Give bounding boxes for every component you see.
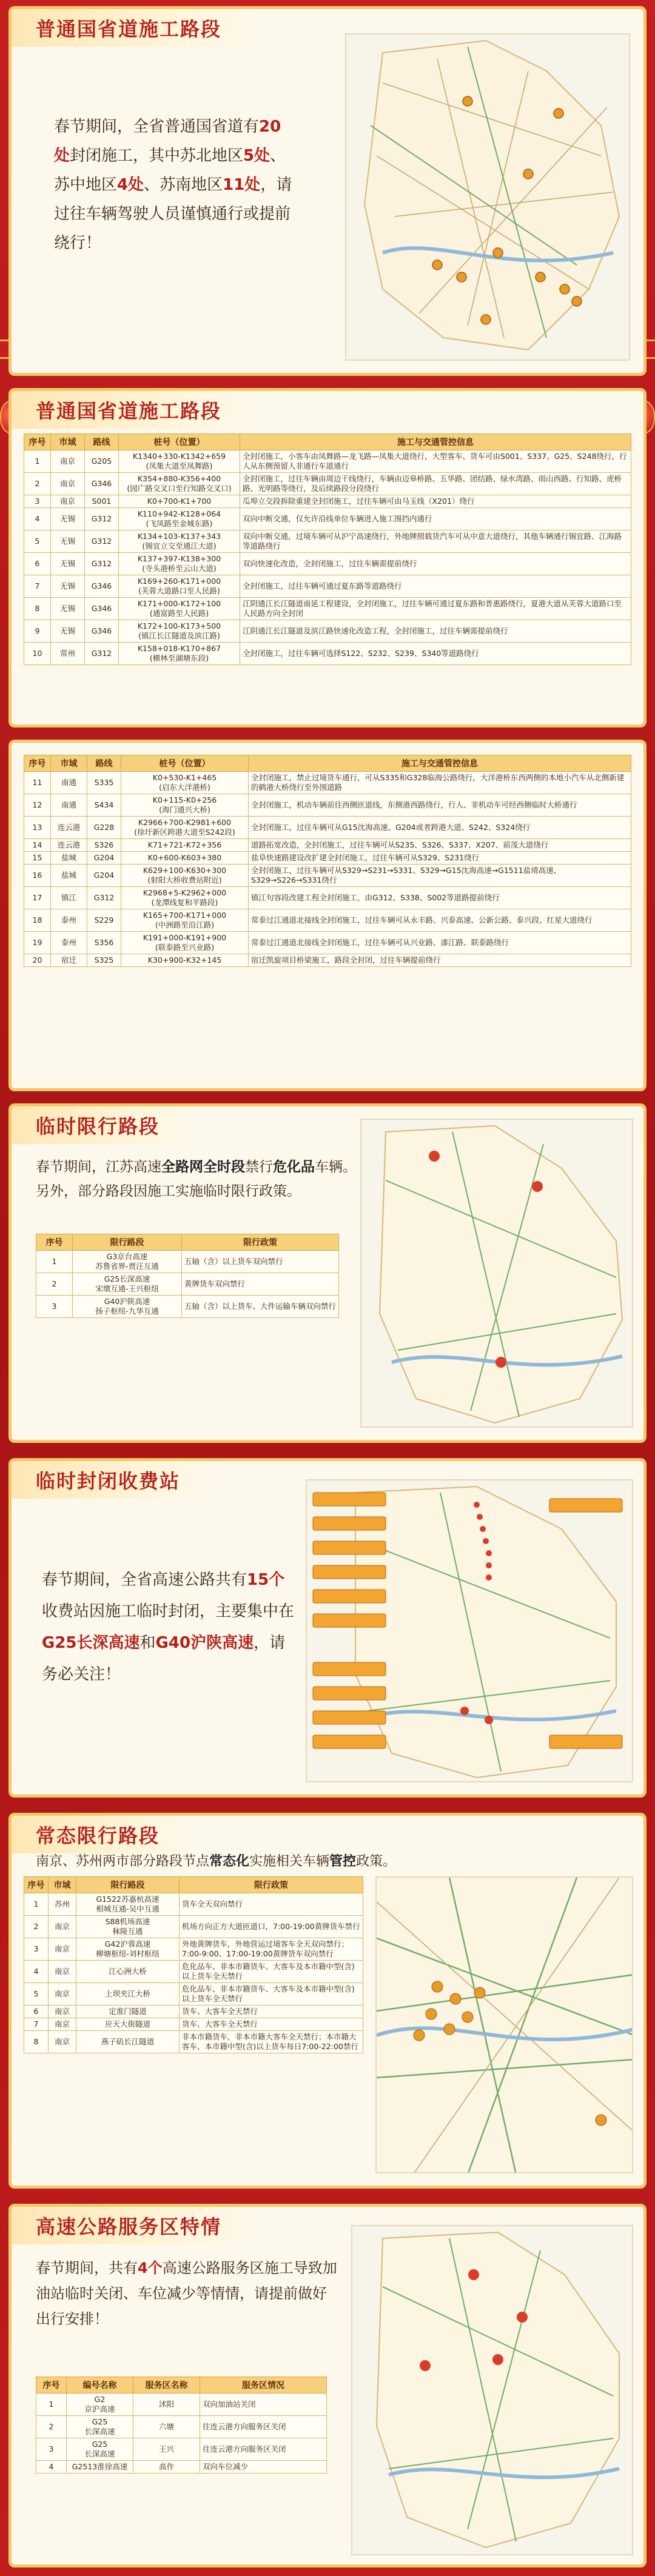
construction-cell: 19: [24, 932, 51, 954]
table-row: [24, 909, 631, 932]
service-area-cell: 六塘: [133, 2416, 200, 2438]
table-row: [24, 954, 631, 967]
intro-text: 春节期间，共有4个高速公路服务区施工导致加油站临时关闭、车位减少等情情，请提前做好出行安排！: [36, 2260, 337, 2327]
construction-cell: K0+700-K1+700: [119, 495, 240, 508]
construction-cell: 全封闭施工，过往车辆可通过夏东路等道路绕行: [240, 575, 631, 598]
construction-cell: G204: [87, 865, 121, 887]
service-area-cell: G25 长深高速: [67, 2438, 133, 2461]
construction-cell: G312: [85, 643, 119, 665]
construction-cell: 16: [24, 865, 51, 887]
section-road-construction-intro: [8, 6, 647, 376]
construction-cell: 宿迁凯旋项目桥梁施工，路段全封闭，过往车辆提前绕行: [249, 954, 631, 967]
intro-text: 春节期间，江苏高速全路网全时段禁行危化品车辆。另外，部分路段因施工实施临时限行政策。: [36, 1159, 357, 1199]
intro-text: 南京、苏州两市部分路段节点常态化实施相关车辆管控政策。: [36, 1854, 397, 1869]
regular-restriction-cell: 南京: [49, 1916, 76, 1938]
section-title-bar: [12, 391, 258, 429]
construction-cell: 盐阜快速路建设改扩建全封闭施工，过往车辆可从S329、S231绕行: [249, 852, 631, 865]
table-row: [24, 1961, 363, 1983]
construction-cell: 全封闭施工，禁止过境货车通行，可从S335和G328临海公路绕行，大洋港桥东西两侧的本地小汽车从北侧新建的鹤港大桥绕行至外围道路: [249, 772, 631, 794]
service-area-cell: G25 长深高速: [67, 2416, 133, 2438]
construction-cell: 镇江句容段改建工程全封闭施工，由G312、S338、S002等道路提前绕行: [249, 887, 631, 909]
table-row: [24, 473, 631, 495]
construction-cell: 常泰过江通道北接线全封闭施工，过往车辆可从永丰路、兴泰高速、公新公路、泰兴段、红星大道绕行: [249, 909, 631, 932]
col-header: 限行路段: [76, 1877, 180, 1893]
construction-cell: 无锡: [51, 620, 85, 643]
regular-restriction-cell: 外地黄牌货车，外地营运过境客车全天双向禁行；7:00-9:00、17:00-19:00黄牌货车双向禁行: [180, 1938, 363, 1961]
intro-text: 春节期间，全省普通国省道有20处封闭施工，其中苏北地区5处、苏中地区4处、苏南地区11处，请过往车辆驾驶人员谨慎通行或提前绕行！: [54, 118, 292, 252]
regular-restriction-cell: G1522苏嘉杭高速 相城互通-吴中互通: [76, 1893, 180, 1916]
service-area-cell: 4: [36, 2461, 67, 2474]
table-row: [36, 2394, 327, 2416]
col-header: 路线: [87, 755, 121, 772]
restriction-cell: 黄牌货车双向禁行: [182, 1273, 339, 1296]
table-row: [36, 2416, 327, 2438]
regular-restriction-cell: 定淮门隧道: [76, 2006, 180, 2018]
service-area-cell: 2: [36, 2416, 67, 2438]
construction-cell: K71+721-K72+356: [121, 839, 249, 852]
table-row: [24, 932, 631, 954]
construction-cell: G312: [87, 887, 121, 909]
construction-cell: 1: [24, 450, 51, 473]
table-row: [24, 598, 631, 620]
construction-cell: 9: [24, 620, 51, 643]
service-area-cell: 高作: [133, 2461, 200, 2474]
service-area-cell: 往连云港方向服务区关闭: [200, 2438, 327, 2461]
construction-cell: K1340+330-K1342+659 (凤集大道至凤舞路): [119, 450, 240, 473]
table-row: [36, 1273, 339, 1296]
regular-restriction-cell: 应天大街隧道: [76, 2018, 180, 2031]
col-header: 路线: [85, 434, 119, 450]
construction-cell: 道路拓宽改造，全封闭施工，过往车辆可从S235、S326、S337、X207、前茂大道绕行: [249, 839, 631, 852]
construction-cell: K137+397-K138+300 (寺头港桥至云山大道): [119, 553, 240, 575]
regular-restriction-cell: 2: [24, 1916, 49, 1938]
col-header: 限行政策: [180, 1877, 363, 1893]
service-area-table: [36, 2377, 327, 2474]
construction-cell: K2966+700-K2981+600 (徐圩新区跨港大道至S242段): [121, 817, 249, 839]
toll-closure-map: [306, 1479, 633, 1782]
construction-cell: 全封闭施工，过往车辆可选择S122、S232、S239、S340等道路绕行: [240, 643, 631, 665]
regular-restriction-map: [375, 1876, 633, 2173]
construction-cell: K2968+5-K2962+000 (龙潭线复和平路段): [121, 887, 249, 909]
col-header: 桩号（位置）: [121, 755, 249, 772]
construction-cell: 11: [24, 772, 51, 794]
restriction-map: [360, 1119, 633, 1428]
construction-cell: S229: [87, 909, 121, 932]
construction-cell: K191+000-K191+900 (联泰路至兴业路): [121, 932, 249, 954]
section-title: 高速公路服务区特情: [36, 2215, 222, 2238]
section-title: 临时限行路段: [36, 1115, 160, 1138]
construction-cell: 双向中断交通，仅允许沿线单位车辆进入施工围挡内通行: [240, 508, 631, 530]
construction-cell: 4: [24, 508, 51, 530]
section-temporary-restriction: [8, 1103, 647, 1443]
col-header: 序号: [24, 755, 51, 772]
construction-cell: 双向中断交通，过境车辆可从沪宁高速绕行，外地牌照载货汽车可从中意大道绕行，其他车辆通行锡宜路、江海路等道路绕行: [240, 530, 631, 553]
construction-cell: 瓜埠立交段拆除重建全封闭施工，过往车辆可由马玉线（X201）绕行: [240, 495, 631, 508]
table-row: [24, 643, 631, 665]
col-header: 序号: [24, 1877, 49, 1893]
restriction-cell: 五轴（含）以上货车双向禁行: [182, 1251, 339, 1273]
col-header: 限行路段: [73, 1234, 182, 1251]
section-temporary-closed-toll: [8, 1458, 647, 1798]
regular-restriction-cell: G42沪蓉高速 柳塘枢纽-刘村枢纽: [76, 1938, 180, 1961]
construction-cell: 连云港: [51, 839, 87, 852]
table-row: [24, 839, 631, 852]
regular-restriction-cell: 货车全天双向禁行: [180, 1893, 363, 1916]
construction-cell: G204: [87, 852, 121, 865]
table-row: [24, 817, 631, 839]
construction-cell: 无锡: [51, 508, 85, 530]
regular-restriction-cell: 货车、大客车全天禁行: [180, 2018, 363, 2031]
construction-cell: K629+100-K630+300 (射阳大桥收费站附近): [121, 865, 249, 887]
restriction-cell: 2: [36, 1273, 73, 1296]
section-title-bar: [12, 9, 258, 47]
regular-restriction-cell: 非本市籍货车，非本市籍大客车全天禁行；本市籍大客车、本市籍中型(含)以上货车每日7:00-22:00禁行: [180, 2031, 363, 2053]
regular-restriction-cell: 3: [24, 1938, 49, 1961]
construction-cell: 江阴通江长江隧道及滨江路快速化改造工程，全封闭施工，过往车辆需提前绕行: [240, 620, 631, 643]
construction-cell: S326: [87, 839, 121, 852]
restriction-cell: G25长深高速 宋墩互通-王兴枢纽: [73, 1273, 182, 1296]
regular-restriction-cell: 5: [24, 1983, 49, 2006]
col-header: 桩号（位置）: [119, 434, 240, 450]
table-row: [24, 530, 631, 553]
construction-cell: K30+900-K32+145: [121, 954, 249, 967]
table-row: [24, 2018, 363, 2031]
regular-restriction-cell: 燕子矶长江隧道: [76, 2031, 180, 2053]
col-header: 市域: [51, 755, 87, 772]
construction-cell: 常州: [51, 643, 85, 665]
construction-cell: G228: [87, 817, 121, 839]
construction-cell: 无锡: [51, 598, 85, 620]
construction-cell: S335: [87, 772, 121, 794]
table-row: [36, 2438, 327, 2461]
regular-restriction-cell: 南京: [49, 1938, 76, 1961]
section-road-construction-table-1: [8, 388, 647, 728]
construction-cell: 18: [24, 909, 51, 932]
construction-cell: K165+700-K171+000 (中洲路至沿江路): [121, 909, 249, 932]
col-header: 服务区名称: [133, 2377, 200, 2394]
service-area-cell: 双向车位减少: [200, 2461, 327, 2474]
regular-restriction-cell: 南京: [49, 2031, 76, 2053]
construction-cell: 无锡: [51, 575, 85, 598]
table-row: [36, 2461, 327, 2474]
construction-cell: 10: [24, 643, 51, 665]
table-row: [24, 620, 631, 643]
regular-restriction-cell: 南京: [49, 1961, 76, 1983]
service-area-cell: 沭阳: [133, 2394, 200, 2416]
table-row: [24, 2006, 363, 2018]
service-area-map: [351, 2225, 633, 2555]
regular-restriction-cell: 4: [24, 1961, 49, 1983]
regular-restriction-cell: 南京: [49, 2006, 76, 2018]
construction-cell: 13: [24, 817, 51, 839]
construction-cell: 8: [24, 598, 51, 620]
construction-cell: 15: [24, 852, 51, 865]
construction-cell: 泰州: [51, 909, 87, 932]
construction-cell: 无锡: [51, 553, 85, 575]
table-row: [24, 1893, 363, 1916]
col-header: 市域: [49, 1877, 76, 1893]
table-row: [24, 450, 631, 473]
construction-cell: 双向快速化改造，全封闭施工，过往车辆需提前绕行: [240, 553, 631, 575]
regular-restriction-cell: 南京: [49, 2018, 76, 2031]
regular-restriction-cell: 1: [24, 1893, 49, 1916]
construction-cell: S001: [85, 495, 119, 508]
construction-cell: 镇江: [51, 887, 87, 909]
restriction-cell: 五轴（含）以上货车、大件运输车辆双向禁行: [182, 1296, 339, 1318]
construction-cell: 全封闭施工，过往车辆可从G15沈海高速、G204或者跨港大道、S242、S324绕行: [249, 817, 631, 839]
construction-cell: 盐城: [51, 865, 87, 887]
section-title: 普通国省道施工路段: [36, 18, 222, 41]
table-row: [24, 2031, 363, 2053]
regular-restriction-table: [24, 1876, 363, 2053]
construction-cell: 江阴通江长江隧道南延工程建设，全封闭施工，过往车辆可通过夏东路和普惠路绕行，夏港大道从芙蓉大道路口至人民路方向全封闭: [240, 598, 631, 620]
construction-cell: 无锡: [51, 530, 85, 553]
construction-cell: K110+942-K128+064 (飞凤路至金城东路): [119, 508, 240, 530]
col-header: 限行政策: [182, 1234, 339, 1251]
construction-cell: K354+880-K356+400 (园广路交叉口至行知路交叉口): [119, 473, 240, 495]
table-row: [24, 553, 631, 575]
construction-cell: 宿迁: [51, 954, 87, 967]
construction-cell: K134+103-K137+343 (锡宜立交至通江大道): [119, 530, 240, 553]
table-row: [24, 794, 631, 817]
construction-cell: S434: [87, 794, 121, 817]
regular-restriction-cell: 机场方向正方大道匝道口，7:00-19:00黄牌货车禁行: [180, 1916, 363, 1938]
construction-cell: 14: [24, 839, 51, 852]
section-title-bar: [12, 2207, 258, 2244]
construction-cell: G312: [85, 530, 119, 553]
restriction-cell: 1: [36, 1251, 73, 1273]
regular-restriction-cell: S88机场高速 秣陵互通: [76, 1916, 180, 1938]
col-header: 施工与交通管控信息: [240, 434, 631, 450]
table-row: [36, 1251, 339, 1273]
construction-cell: G346: [85, 575, 119, 598]
construction-cell: 连云港: [51, 817, 87, 839]
service-area-cell: 3: [36, 2438, 67, 2461]
col-header: 编号名称: [67, 2377, 133, 2394]
section-title: 常态限行路段: [36, 1824, 160, 1847]
construction-cell: 5: [24, 530, 51, 553]
col-header: 序号: [24, 434, 51, 450]
construction-cell: S325: [87, 954, 121, 967]
col-header: 序号: [36, 2377, 67, 2394]
construction-cell: 南京: [51, 450, 85, 473]
construction-cell: 南京: [51, 473, 85, 495]
service-area-cell: 1: [36, 2394, 67, 2416]
construction-cell: 20: [24, 954, 51, 967]
col-header: 服务区情况: [200, 2377, 327, 2394]
construction-cell: G312: [85, 508, 119, 530]
table-row: [24, 887, 631, 909]
construction-cell: 7: [24, 575, 51, 598]
col-header: 序号: [36, 1234, 73, 1251]
table-row: [24, 495, 631, 508]
regular-restriction-cell: 货车、大客车全天禁行: [180, 2006, 363, 2018]
section-title: 临时封闭收费站: [36, 1470, 181, 1493]
construction-cell: 全封闭施工，过往车辆由周边干线绕行，车辆由迈皋桥路、五华路、团结路、绿水湾路、雨山西路、行知路、虎桥路、光明路等绕行，及后续路段分段绕行: [240, 473, 631, 495]
regular-restriction-cell: 南京: [49, 1983, 76, 2006]
construction-cell: 2: [24, 473, 51, 495]
regular-restriction-cell: 危化品车、非本市籍货车、大客车及本市籍中型(含)以上货车全天禁行: [180, 1961, 363, 1983]
service-area-cell: 双向加油站关闭: [200, 2394, 327, 2416]
table-row: [36, 1296, 339, 1318]
section-title: 普通国省道施工路段: [36, 400, 222, 423]
construction-cell: G205: [85, 450, 119, 473]
section-regular-restriction: [8, 1813, 647, 2189]
construction-cell: 6: [24, 553, 51, 575]
intro-text: 春节期间，全省高速公路共有15个收费站因施工临时封闭，主要集中在G25长深高速和G40沪陕高速，请务必关注！: [42, 1571, 295, 1684]
regular-restriction-cell: 江心洲大桥: [76, 1961, 180, 1983]
restriction-cell: G40沪陕高速 扬子枢纽-九华互通: [73, 1296, 182, 1318]
construction-cell: 全封闭施工，小客车由凤舞路—龙飞路—凤集大道绕行，大型客车、货车可由S001、S337、G25、S248绕行，行人从东侧预留人非通行车道通行: [240, 450, 631, 473]
construction-cell: 全封闭施工，机动车辆前往西侧匝道线，东侧港西路绕行，行人、非机动车可经西侧临时大桥通行: [249, 794, 631, 817]
construction-cell: K171+000-K172+100 (通富路至人民路): [119, 598, 240, 620]
jiangsu-map: [345, 33, 630, 361]
construction-cell: 南通: [51, 772, 87, 794]
construction-cell: 17: [24, 887, 51, 909]
construction-cell: K158+018-K170+867 (横林至湖塘东段): [119, 643, 240, 665]
construction-cell: G346: [85, 620, 119, 643]
service-area-cell: G2513淮徐高速: [67, 2461, 133, 2474]
construction-cell: K0+115-K0+256 (海门通兴大桥): [121, 794, 249, 817]
construction-cell: K172+100-K173+500 (镇江长江隧道及滨江路): [119, 620, 240, 643]
construction-cell: 南京: [51, 495, 85, 508]
regular-restriction-cell: 上坝夹江大桥: [76, 1983, 180, 2006]
construction-cell: G346: [85, 598, 119, 620]
restriction-cell: G3京台高速 苏鲁省界-贾汪互通: [73, 1251, 182, 1273]
regular-restriction-cell: 苏州: [49, 1893, 76, 1916]
construction-cell: 3: [24, 495, 51, 508]
construction-cell: 全封闭施工，过往车辆可从S329→S231→S331、S329→G15沈海高速→G1511盐靖高速、S329→S226→S331绕行: [249, 865, 631, 887]
construction-cell: 常泰过江通道北接线全封闭施工，过往车辆可从兴业路、漆江路、联泰路绕行: [249, 932, 631, 954]
construction-table-1: [24, 433, 631, 665]
construction-table-2: [24, 755, 631, 967]
table-row: [24, 772, 631, 794]
construction-cell: K0+600-K603+380: [121, 852, 249, 865]
regular-restriction-cell: 危化品车、非本市籍货车、大客车及本市籍中型(含)以上货车全天禁行: [180, 1983, 363, 2006]
section-title-bar: [12, 1106, 196, 1144]
table-row: [24, 575, 631, 598]
col-header: 施工与交通管控信息: [249, 755, 631, 772]
construction-cell: G346: [85, 473, 119, 495]
section-road-construction-table-2: [8, 740, 647, 1091]
regular-restriction-cell: 7: [24, 2018, 49, 2031]
table-row: [24, 852, 631, 865]
construction-cell: 12: [24, 794, 51, 817]
section-service-area: [8, 2204, 647, 2568]
restriction-table: [36, 1234, 339, 1318]
service-area-cell: 王兴: [133, 2438, 200, 2461]
construction-cell: 南通: [51, 794, 87, 817]
table-row: [24, 1983, 363, 2006]
restriction-cell: 3: [36, 1296, 73, 1318]
construction-cell: G312: [85, 553, 119, 575]
construction-cell: K169+260-K171+000 (芙蓉大道路口至人民路): [119, 575, 240, 598]
service-area-cell: 往连云港方向服务区关闭: [200, 2416, 327, 2438]
regular-restriction-cell: 6: [24, 2006, 49, 2018]
table-row: [24, 1938, 363, 1961]
construction-cell: K0+530-K1+465 (启东大洋港桥): [121, 772, 249, 794]
section-title-bar: [12, 1816, 196, 1853]
construction-cell: 盐城: [51, 852, 87, 865]
service-area-cell: G2 京沪高速: [67, 2394, 133, 2416]
construction-cell: 泰州: [51, 932, 87, 954]
regular-restriction-cell: 8: [24, 2031, 49, 2053]
section-title-bar: [12, 1461, 217, 1499]
table-row: [24, 865, 631, 887]
table-row: [24, 1916, 363, 1938]
construction-cell: S356: [87, 932, 121, 954]
col-header: 市域: [51, 434, 85, 450]
table-row: [24, 508, 631, 530]
